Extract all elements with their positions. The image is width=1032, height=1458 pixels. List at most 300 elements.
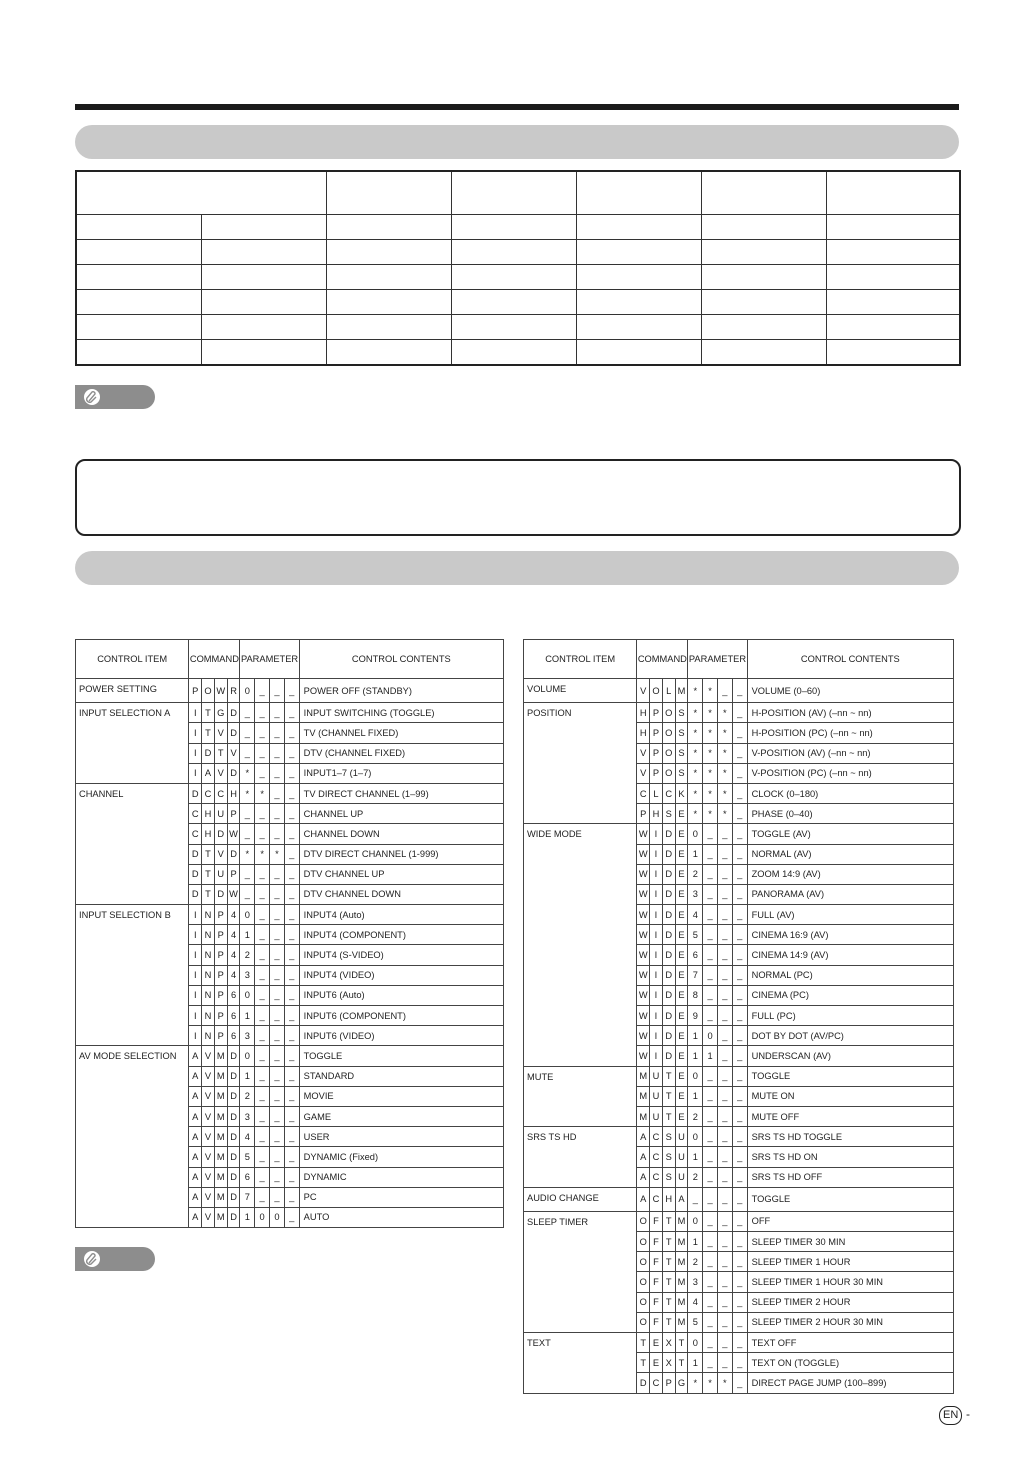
parameter-char: * (688, 783, 703, 803)
command-char: W (637, 925, 650, 945)
parameter-char: _ (703, 1272, 718, 1292)
command-char: E (675, 1066, 688, 1086)
command-char: W (637, 844, 650, 864)
command-char: 6 (227, 985, 240, 1005)
command-char: I (189, 965, 202, 985)
parameter-char: _ (240, 804, 255, 824)
command-char: C (650, 1147, 663, 1167)
parameter-char: _ (732, 1272, 747, 1292)
parameter-char: 1 (703, 1046, 718, 1066)
command-char: T (675, 1353, 688, 1373)
parameter-char: _ (255, 763, 270, 783)
control-contents: PANORAMA (AV) (747, 884, 953, 904)
parameter-char: 4 (240, 1127, 255, 1147)
command-char: O (637, 1211, 650, 1231)
header-contents: CONTROL CONTENTS (747, 640, 953, 679)
parameter-char: * (688, 703, 703, 723)
control-contents: FULL (PC) (747, 1006, 953, 1026)
control-contents: SLEEP TIMER 2 HOUR (747, 1292, 953, 1312)
command-char: O (637, 1252, 650, 1272)
command-char: H (202, 804, 215, 824)
command-char: T (637, 1333, 650, 1353)
parameter-char: _ (255, 1187, 270, 1207)
command-char: D (227, 763, 240, 783)
control-contents: DYNAMIC (Fixed) (299, 1147, 503, 1167)
command-char: W (637, 1006, 650, 1026)
command-char: D (227, 1046, 240, 1066)
parameter-char: _ (717, 1333, 732, 1353)
command-char: T (662, 1312, 675, 1332)
parameter-char: _ (717, 1167, 732, 1187)
command-char: D (227, 1147, 240, 1167)
command-char: O (637, 1272, 650, 1292)
control-item: CHANNEL (76, 783, 189, 904)
command-char: H (662, 1187, 675, 1211)
command-char: U (650, 1066, 663, 1086)
parameter-char: _ (717, 1252, 732, 1272)
parameter-char: _ (255, 884, 270, 904)
control-contents: TOGGLE (299, 1046, 503, 1066)
parameter-char: _ (284, 905, 299, 925)
command-char: M (214, 1127, 227, 1147)
command-char: F (650, 1232, 663, 1252)
command-char: I (650, 925, 663, 945)
parameter-char: _ (732, 1252, 747, 1272)
control-contents: SRS TS HD OFF (747, 1167, 953, 1187)
command-char: H (650, 804, 663, 824)
command-char: T (202, 723, 215, 743)
command-char: T (662, 1232, 675, 1252)
command-char: N (202, 1026, 215, 1046)
command-char: N (202, 1006, 215, 1026)
parameter-char: _ (732, 985, 747, 1005)
command-char: T (202, 864, 215, 884)
command-char: D (189, 864, 202, 884)
parameter-char: * (703, 723, 718, 743)
parameter-char: _ (732, 804, 747, 824)
command-char: V (202, 1187, 215, 1207)
command-char: D (202, 743, 215, 763)
parameter-char: _ (703, 864, 718, 884)
command-char: U (675, 1127, 688, 1147)
command-char: D (662, 965, 675, 985)
control-item: MUTE (524, 1066, 637, 1127)
parameter-char: _ (703, 844, 718, 864)
control-contents: PHASE (0–40) (747, 804, 953, 824)
command-table-left (75, 639, 504, 1228)
parameter-char: _ (270, 925, 285, 945)
command-char: 6 (227, 1006, 240, 1026)
table-row (76, 783, 504, 803)
parameter-char: 5 (688, 925, 703, 945)
parameter-char: _ (284, 844, 299, 864)
control-contents: SLEEP TIMER 1 HOUR 30 MIN (747, 1272, 953, 1292)
command-char: V (202, 1086, 215, 1106)
command-char: L (662, 679, 675, 703)
parameter-char: _ (284, 884, 299, 904)
command-char: T (662, 1272, 675, 1292)
control-contents: DYNAMIC (299, 1167, 503, 1187)
control-contents: STANDARD (299, 1066, 503, 1086)
parameter-char: _ (732, 703, 747, 723)
command-char: 4 (227, 925, 240, 945)
table-row (76, 703, 504, 723)
command-char: P (214, 1026, 227, 1046)
command-char: W (637, 945, 650, 965)
command-char: K (675, 783, 688, 803)
parameter-char: * (717, 783, 732, 803)
parameter-char: _ (284, 1167, 299, 1187)
control-contents: TEXT ON (TOGGLE) (747, 1353, 953, 1373)
control-item: INPUT SELECTION A (76, 703, 189, 784)
parameter-char: _ (270, 783, 285, 803)
parameter-char: _ (284, 703, 299, 723)
parameter-char: _ (703, 1167, 718, 1187)
parameter-char: * (240, 844, 255, 864)
command-char: D (227, 1167, 240, 1187)
control-contents: DTV CHANNEL UP (299, 864, 503, 884)
parameter-char: _ (717, 1006, 732, 1026)
command-char: U (675, 1147, 688, 1167)
parameter-char: 2 (688, 1106, 703, 1126)
parameter-char: * (240, 783, 255, 803)
control-contents: MUTE ON (747, 1086, 953, 1106)
command-char: P (214, 965, 227, 985)
control-contents: TOGGLE (747, 1187, 953, 1211)
command-char: F (650, 1252, 663, 1272)
parameter-char: _ (703, 945, 718, 965)
parameter-char: * (703, 1373, 718, 1393)
command-char: 6 (227, 1026, 240, 1046)
parameter-char: 0 (703, 1026, 718, 1046)
parameter-char: _ (717, 1211, 732, 1231)
parameter-char: _ (270, 1066, 285, 1086)
parameter-char: _ (270, 985, 285, 1005)
parameter-char: _ (732, 1127, 747, 1147)
control-contents: SRS TS HD TOGGLE (747, 1127, 953, 1147)
command-char: T (202, 884, 215, 904)
command-char: 4 (227, 905, 240, 925)
control-item: SLEEP TIMER (524, 1211, 637, 1332)
command-char: F (650, 1312, 663, 1332)
command-char: T (202, 703, 215, 723)
command-char: U (214, 864, 227, 884)
command-char: I (189, 723, 202, 743)
parameter-char: _ (717, 925, 732, 945)
parameter-char: _ (703, 905, 718, 925)
parameter-char: _ (255, 723, 270, 743)
command-char: V (637, 679, 650, 703)
command-char: I (189, 985, 202, 1005)
command-char: W (214, 679, 227, 703)
parameter-char: _ (284, 783, 299, 803)
command-char: D (662, 945, 675, 965)
table-row (524, 1066, 954, 1086)
parameter-char: _ (284, 679, 299, 703)
control-contents: POWER OFF (STANDBY) (299, 679, 503, 703)
control-contents: INPUT6 (Auto) (299, 985, 503, 1005)
parameter-char: _ (703, 1006, 718, 1026)
command-char: D (189, 783, 202, 803)
parameter-char: 0 (688, 1066, 703, 1086)
parameter-char: 2 (688, 1167, 703, 1187)
control-contents: INPUT1–7 (1–7) (299, 763, 503, 783)
parameter-char: _ (703, 1333, 718, 1353)
parameter-char: _ (255, 804, 270, 824)
parameter-char: _ (284, 1207, 299, 1227)
command-char: D (227, 1066, 240, 1086)
command-char: V (202, 1127, 215, 1147)
command-char: E (650, 1353, 663, 1373)
command-char: W (227, 824, 240, 844)
command-char: P (650, 723, 663, 743)
parameter-char: _ (717, 1312, 732, 1332)
command-char: C (214, 783, 227, 803)
paperclip-icon (81, 387, 103, 407)
parameter-char: _ (270, 1147, 285, 1167)
parameter-char: _ (717, 1147, 732, 1167)
parameter-char: _ (703, 1127, 718, 1147)
parameter-char: _ (240, 824, 255, 844)
command-char: C (650, 1373, 663, 1393)
parameter-char: 0 (688, 824, 703, 844)
command-char: V (202, 1066, 215, 1086)
parameter-char: _ (717, 945, 732, 965)
command-char: D (227, 844, 240, 864)
command-char: 4 (227, 945, 240, 965)
parameter-char: 0 (240, 985, 255, 1005)
parameter-char: _ (703, 1187, 718, 1211)
command-char: I (650, 1046, 663, 1066)
parameter-char: _ (284, 763, 299, 783)
parameter-char: _ (703, 1106, 718, 1126)
parameter-char: * (703, 763, 718, 783)
control-item: POSITION (524, 703, 637, 824)
parameter-char: _ (732, 1292, 747, 1312)
parameter-char: _ (717, 1272, 732, 1292)
parameter-char: _ (240, 703, 255, 723)
table-row (524, 1333, 954, 1353)
command-char: E (675, 1046, 688, 1066)
parameter-char: _ (270, 1167, 285, 1187)
parameter-char: _ (270, 965, 285, 985)
table-row (524, 1211, 954, 1231)
command-char: V (227, 743, 240, 763)
command-char: A (189, 1086, 202, 1106)
parameter-char: * (688, 763, 703, 783)
parameter-char: _ (284, 1046, 299, 1066)
control-contents: INPUT4 (COMPONENT) (299, 925, 503, 945)
parameter-char: _ (717, 1086, 732, 1106)
parameter-char: _ (732, 1353, 747, 1373)
command-char: D (214, 824, 227, 844)
control-contents: H-POSITION (AV) (–nn ~ nn) (747, 703, 953, 723)
parameter-char: _ (255, 965, 270, 985)
command-char: H (227, 783, 240, 803)
command-char: D (662, 1026, 675, 1046)
parameter-char: _ (270, 763, 285, 783)
parameter-char: _ (717, 1106, 732, 1126)
command-char: U (214, 804, 227, 824)
command-char: D (662, 824, 675, 844)
parameter-char: _ (703, 1312, 718, 1332)
parameter-char: _ (703, 824, 718, 844)
command-char: W (637, 965, 650, 985)
parameter-char: _ (717, 1127, 732, 1147)
control-contents: AUTO (299, 1207, 503, 1227)
command-char: A (637, 1127, 650, 1147)
parameter-char: _ (240, 864, 255, 884)
parameter-char: _ (284, 864, 299, 884)
command-char: D (662, 864, 675, 884)
parameter-char: _ (732, 1333, 747, 1353)
command-char: H (637, 703, 650, 723)
control-contents: DTV DIRECT CHANNEL (1-999) (299, 844, 503, 864)
command-char: O (202, 679, 215, 703)
command-char: A (189, 1127, 202, 1147)
parameter-char: _ (284, 743, 299, 763)
parameter-char: _ (717, 884, 732, 904)
parameter-char: _ (270, 743, 285, 763)
command-char: T (662, 1292, 675, 1312)
parameter-char: 4 (688, 905, 703, 925)
parameter-char: _ (732, 1046, 747, 1066)
parameter-char: 1 (688, 1086, 703, 1106)
parameter-char: _ (703, 884, 718, 904)
parameter-char: _ (717, 864, 732, 884)
command-char: M (214, 1167, 227, 1187)
page-dash: - (966, 1407, 970, 1421)
control-contents: MOVIE (299, 1086, 503, 1106)
header-command: COMMAND (637, 640, 688, 679)
command-char: I (650, 1006, 663, 1026)
command-char: M (214, 1046, 227, 1066)
command-char: A (189, 1167, 202, 1187)
command-char: P (650, 743, 663, 763)
parameter-char: * (717, 703, 732, 723)
command-char: O (662, 743, 675, 763)
parameter-char: _ (703, 925, 718, 945)
command-char: M (214, 1207, 227, 1227)
parameter-char: 5 (240, 1147, 255, 1167)
parameter-char: _ (284, 804, 299, 824)
command-char: P (189, 679, 202, 703)
parameter-char: 0 (270, 1207, 285, 1227)
command-char: D (662, 844, 675, 864)
command-char: U (650, 1086, 663, 1106)
command-char: I (189, 925, 202, 945)
command-char: L (650, 783, 663, 803)
parameter-char: _ (717, 1187, 732, 1211)
command-char: H (202, 824, 215, 844)
parameter-char: _ (717, 1292, 732, 1312)
table-row (524, 1187, 954, 1211)
table-row (524, 1127, 954, 1147)
parameter-char: * (240, 763, 255, 783)
parameter-char: 7 (240, 1187, 255, 1207)
command-char: D (227, 703, 240, 723)
parameter-char: _ (703, 1232, 718, 1252)
command-char: I (189, 743, 202, 763)
command-char: P (227, 804, 240, 824)
command-char: P (650, 703, 663, 723)
parameter-char: _ (270, 1026, 285, 1046)
table-row (76, 905, 504, 925)
parameter-char: _ (255, 743, 270, 763)
header-parameter: PARAMETER (240, 640, 299, 679)
parameter-char: _ (255, 1086, 270, 1106)
command-char: S (662, 1127, 675, 1147)
command-char: S (662, 1167, 675, 1187)
parameter-char: _ (284, 1026, 299, 1046)
language-badge: EN (939, 1406, 962, 1425)
command-char: P (214, 985, 227, 1005)
command-char: E (675, 985, 688, 1005)
command-char: C (662, 783, 675, 803)
control-contents: INPUT6 (COMPONENT) (299, 1006, 503, 1026)
command-char: D (662, 1006, 675, 1026)
command-char: E (675, 824, 688, 844)
command-char: G (214, 703, 227, 723)
parameter-char: _ (284, 925, 299, 945)
parameter-char: _ (255, 1127, 270, 1147)
command-char: E (675, 804, 688, 824)
command-char: D (662, 1046, 675, 1066)
section-header-bar (75, 125, 959, 159)
command-char: E (675, 1026, 688, 1046)
control-contents: DIRECT PAGE JUMP (100–899) (747, 1373, 953, 1393)
command-char: O (637, 1312, 650, 1332)
paperclip-icon (81, 1249, 103, 1269)
command-char: T (637, 1353, 650, 1373)
parameter-char: _ (732, 1167, 747, 1187)
parameter-char: * (255, 783, 270, 803)
parameter-char: _ (717, 905, 732, 925)
control-contents: CLOCK (0–180) (747, 783, 953, 803)
parameter-char: _ (270, 945, 285, 965)
command-char: S (675, 723, 688, 743)
parameter-char: _ (270, 723, 285, 743)
table-row (524, 824, 954, 844)
command-char: E (650, 1333, 663, 1353)
parameter-char: * (255, 844, 270, 864)
parameter-char: _ (732, 884, 747, 904)
control-contents: DTV (CHANNEL FIXED) (299, 743, 503, 763)
control-item: TEXT (524, 1333, 637, 1394)
control-contents: TV DIRECT CHANNEL (1–99) (299, 783, 503, 803)
parameter-char: _ (284, 1106, 299, 1126)
command-char: R (227, 679, 240, 703)
parameter-char: _ (255, 1006, 270, 1026)
top-rule (75, 104, 959, 110)
command-char: N (202, 925, 215, 945)
command-char: P (662, 1373, 675, 1393)
command-char: M (637, 1066, 650, 1086)
parameter-char: _ (717, 1066, 732, 1086)
command-char: I (650, 824, 663, 844)
parameter-char: _ (717, 824, 732, 844)
command-char: S (662, 1147, 675, 1167)
parameter-char: * (703, 703, 718, 723)
command-char: E (675, 1006, 688, 1026)
control-contents: PC (299, 1187, 503, 1207)
parameter-char: _ (240, 723, 255, 743)
command-char: V (214, 844, 227, 864)
parameter-char: _ (717, 965, 732, 985)
command-char: W (637, 824, 650, 844)
command-char: E (675, 905, 688, 925)
command-char: A (637, 1147, 650, 1167)
